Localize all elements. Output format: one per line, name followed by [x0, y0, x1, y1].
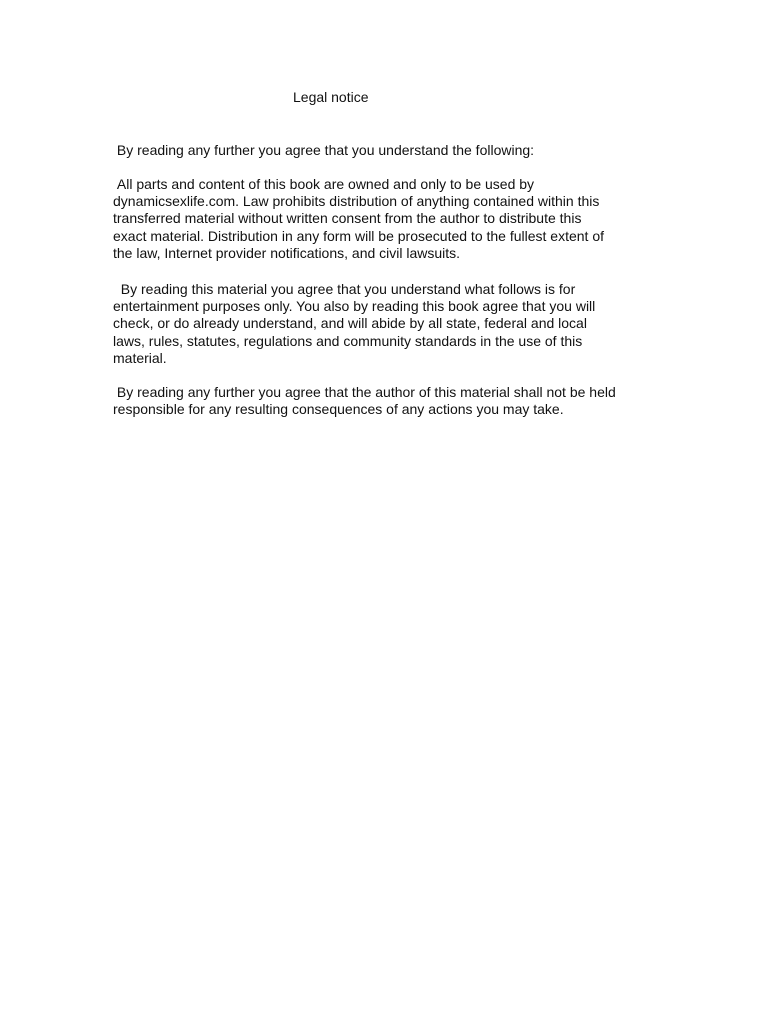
paragraph-entertainment-purposes: By reading this material you agree that you understand what follows is for entertainment purposes only. You also by reading this book agree that you will check, or do already understand, and will abide by all state, federal and local laws, rules, statutes, regulations and community standards in the use of this material.: [113, 281, 596, 366]
paragraph-ownership: All parts and content of this book are owned and only to be used by dynamicsexlife.com. Law prohibits distribution of anything contained within this transferred material without written consent from the author to distribute this exact material. Distribution in any form will be prosecuted to the fullest extent of the law, Internet provider notifications, and civil lawsuits.: [113, 176, 605, 261]
paragraph-agreement-intro: By reading any further you agree that you understand the following:: [113, 142, 535, 158]
paragraph-liability: By reading any further you agree that the author of this material shall not be held responsible for any resulting consequences of any actions you may take.: [113, 384, 616, 418]
page-title: Legal notice: [293, 89, 369, 105]
